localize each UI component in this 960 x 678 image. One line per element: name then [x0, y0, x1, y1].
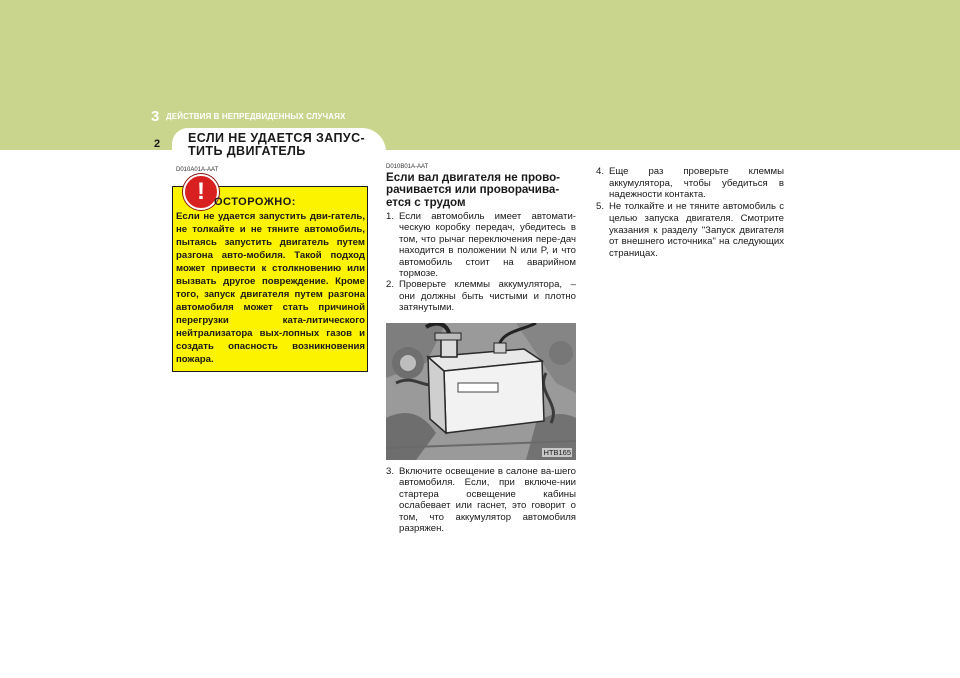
list-item: [386, 211, 576, 279]
step-number: 4.: [596, 166, 605, 177]
step-number: 1.: [386, 211, 395, 222]
step-text: Включите освещение в салоне ва-шего автомобиля. Если, при включе-нии стартера освещение кабины ослабевает или гаснет, это говорит о том, что аккумулятор автомобиля разряжен.: [399, 466, 576, 535]
steps-list-bottom: [386, 466, 576, 534]
step-text: Проверьте клеммы аккумулятора, – они должны быть чистыми и плотно затянутыми.: [399, 279, 576, 314]
section-title: ЕСЛИ НЕ УДАЕТСЯ ЗАПУС-ТИТЬ ДВИГАТЕЛЬ: [188, 131, 366, 158]
section-heading: Если вал двигателя не прово-рачивается или проворачива-ется с трудом: [386, 171, 561, 209]
battery-figure: [386, 323, 576, 460]
step-text: Если автомобиль имеет автомати-ческую коробку передач, убедитесь в том, что рычаг переключения пере-дач находится в положении N или P, и что автомобиль стоит на аварийном тормозе.: [399, 211, 576, 280]
warning-title: ОСТОРОЖНО:: [214, 196, 296, 208]
figure-label: HTB165: [543, 448, 571, 457]
warning-text: Если не удается запустить дви-гатель, не толкайте и не тяните автомобиль, пытаясь запустить двигатель путем разгона авто-мобиля. Такой подход может привести к столкновению или вызвать другое повреждение. Кроме того, запуск двигателя путем разгона автомобиля может стать причиной перегрузки ката-литического нейтрализатора вых-лопных газов и создать опасность возникновения пожара.: [176, 211, 365, 365]
steps-list-right: [596, 166, 784, 260]
left-code: D010A01A-AAT: [176, 167, 219, 173]
chapter-number: 3: [151, 108, 160, 125]
header-band: [0, 0, 960, 150]
step-text: Еще раз проверьте клеммы аккумулятора, чтобы убедиться в надежности контакта.: [609, 166, 784, 201]
list-item: [596, 201, 784, 260]
exclamation-icon: !: [183, 174, 219, 210]
middle-code: D010B01A-AAT: [386, 164, 429, 170]
battery-illustration: [386, 323, 576, 460]
list-item: [386, 466, 576, 534]
step-number: 5.: [596, 201, 605, 213]
list-item: [596, 166, 784, 201]
chapter-title: ДЕЙСТВИЯ В НЕПРЕДВИДЕННЫХ СЛУЧАЯХ: [166, 112, 346, 121]
step-number: 2.: [386, 279, 395, 291]
step-number: 3.: [386, 466, 395, 477]
list-item: [386, 279, 576, 313]
step-text: Не толкайте и не тяните автомобиль с целью запуска двигателя. Смотрите указания к разделу "Запуск двигателя от внешнего источника" на следующих страницах.: [609, 201, 784, 259]
steps-list-top: [386, 211, 576, 314]
page-number: 2: [154, 138, 161, 150]
